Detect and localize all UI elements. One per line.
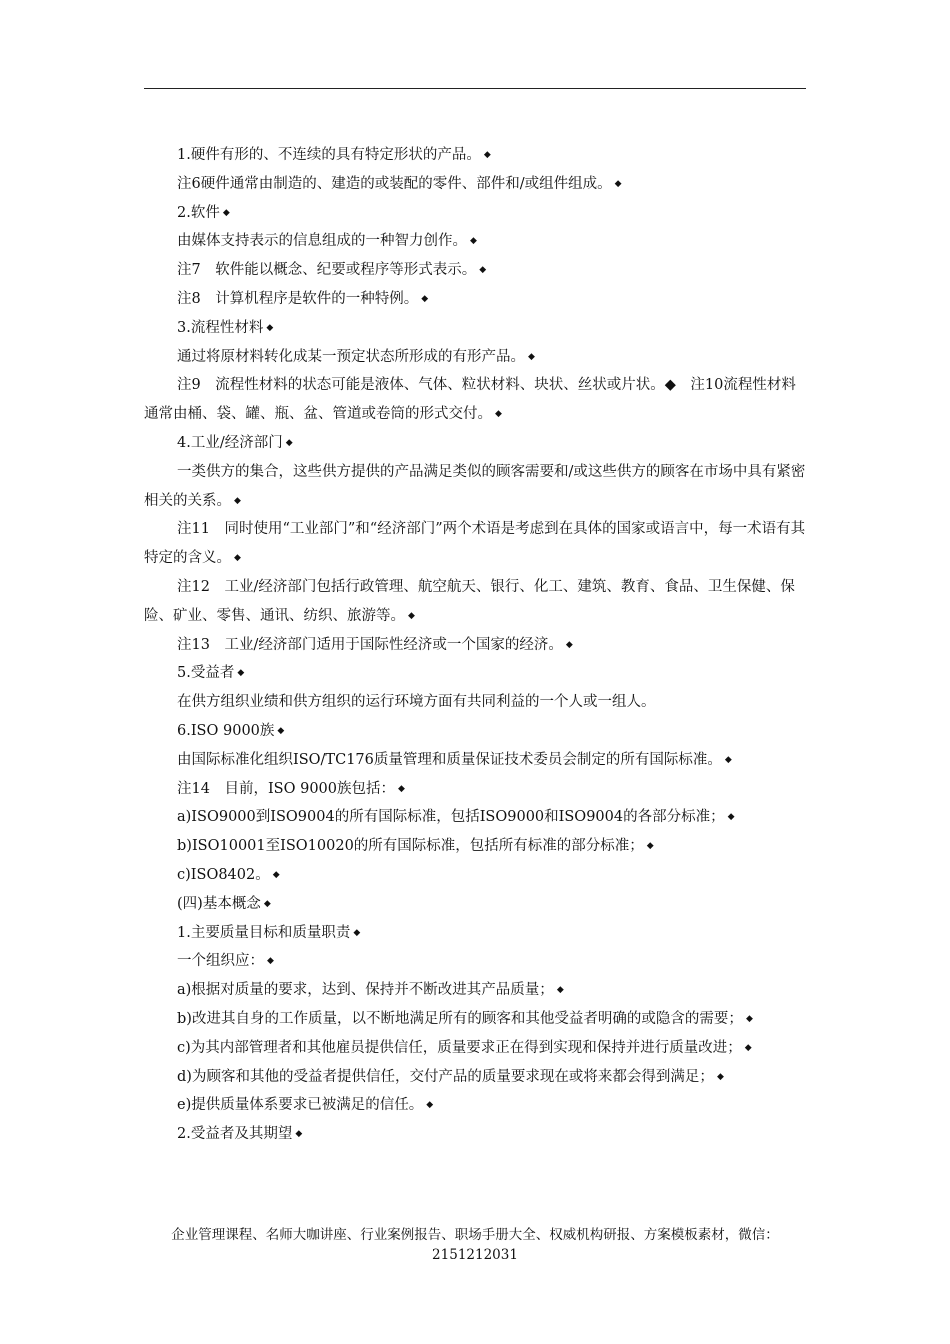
paragraph (144, 1120, 806, 1149)
paragraph (144, 890, 806, 919)
paragraph-mark-icon: ◆ (646, 841, 654, 852)
footer-line-2: 2151212031 (432, 1247, 518, 1263)
paragraph-mark-icon: ◆ (267, 956, 274, 967)
paragraph-text: 通过将原材料转化成某一预定状态所形成的有形产品。 (177, 348, 525, 365)
paragraph (144, 631, 806, 660)
paragraph-mark-icon: ◆ (614, 178, 622, 189)
paragraph (144, 170, 806, 199)
paragraph-mark-icon: ◆ (426, 1100, 434, 1111)
paragraph (144, 659, 806, 688)
paragraph-mark-icon: ◆ (263, 898, 271, 909)
paragraph-mark-icon: ◆ (744, 1042, 752, 1053)
paragraph-text: b)改进其自身的工作质量，以不断地满足所有的顾客和其他受益者明确的或隐含的需要； (177, 1010, 743, 1027)
paragraph (144, 1034, 806, 1063)
paragraph-mark-icon: ◆ (353, 927, 361, 938)
paragraph-mark-icon: ◆ (470, 236, 477, 247)
paragraph (144, 832, 806, 861)
paragraph (144, 285, 806, 314)
paragraph (144, 573, 806, 631)
header-rule (144, 88, 806, 89)
paragraph (144, 515, 806, 573)
paragraph (144, 343, 806, 372)
paragraph-mark-icon: ◆ (222, 207, 230, 218)
paragraph (144, 947, 806, 976)
page-footer (130, 1225, 820, 1265)
paragraph-text: c)为其内部管理者和其他雇员提供信任，质量要求正在得到实现和保持并进行质量改进； (177, 1039, 742, 1056)
paragraph-mark-icon: ◆ (237, 668, 245, 679)
paragraph-mark-icon: ◆ (295, 1129, 303, 1140)
paragraph (144, 199, 806, 228)
paragraph-mark-icon: ◆ (724, 754, 732, 765)
paragraph-mark-icon: ◆ (234, 495, 241, 506)
paragraph-mark-icon: ◆ (421, 293, 429, 304)
paragraph-text: 由国际标准化组织ISO/TC176质量管理和质量保证技术委员会制定的所有国际标准。 (177, 751, 722, 768)
paragraph (144, 746, 806, 775)
paragraph (144, 775, 806, 804)
paragraph (144, 919, 806, 948)
paragraph-mark-icon: ◆ (234, 553, 241, 564)
paragraph (144, 688, 806, 717)
paragraph-mark-icon: ◆ (745, 1013, 753, 1024)
document-body (144, 141, 806, 1149)
paragraph-mark-icon: ◆ (528, 351, 535, 362)
paragraph-text: 注9 流程性材料的状态可能是液体、气体、粒状材料、块状、丝状或片状。◆ 注10流程性材料通常由桶、袋、罐、瓶、盆、管道或卷筒的形式交付。 (144, 377, 796, 423)
paragraph (144, 803, 806, 832)
paragraph-mark-icon: ◆ (285, 437, 293, 448)
paragraph (144, 314, 806, 343)
paragraph-text: 注13 工业/经济部门适用于国际性经济或一个国家的经济。 (177, 636, 563, 653)
paragraph-mark-icon: ◆ (483, 150, 491, 160)
paragraph-mark-icon: ◆ (272, 869, 280, 880)
paragraph (144, 861, 806, 890)
paragraph-text: a)根据对质量的要求，达到、保持并不断改进其产品质量； (177, 982, 554, 999)
paragraph-text: 在供方组织业绩和供方组织的运行环境方面有共同利益的一个人或一组人。 (177, 694, 656, 711)
paragraph-text: a)ISO9000到ISO9004的所有国际标准，包括ISO9000和ISO9004的各部分标准； (177, 809, 725, 826)
paragraph-mark-icon: ◆ (727, 812, 735, 823)
paragraph (144, 1005, 806, 1034)
paragraph (144, 429, 806, 458)
paragraph-mark-icon: ◆ (277, 725, 285, 736)
paragraph-text: 3.流程性材料 (177, 319, 264, 336)
paragraph (144, 976, 806, 1005)
paragraph-text: 注14 目前，ISO 9000族包括： (177, 780, 396, 797)
paragraph (144, 141, 806, 170)
paragraph (144, 256, 806, 285)
paragraph-text: 一类供方的集合，这些供方提供的产品满足类似的顾客需要和/或这些供方的顾客在市场中具有紧密相关的关系。 (144, 463, 806, 509)
paragraph-text: 注6硬件通常由制造的、建造的或装配的零件、部件和/或组件组成。 (177, 175, 612, 192)
paragraph-text: 1.硬件有形的、不连续的具有特定形状的产品。 (177, 147, 481, 163)
paragraph-text: 6.ISO 9000族 (177, 722, 275, 739)
paragraph-text: 一个组织应： (177, 953, 264, 970)
paragraph-text: 注8 计算机程序是软件的一种特例。 (177, 290, 419, 307)
paragraph-mark-icon: ◆ (408, 610, 415, 621)
paragraph (144, 371, 806, 429)
paragraph (144, 1091, 806, 1120)
paragraph-mark-icon: ◆ (479, 265, 487, 276)
paragraph (144, 717, 806, 746)
paragraph-text: 注11 同时使用“工业部门”和“经济部门”两个术语是考虑到在具体的国家或语言中，每一术语有其特定的含义。 (144, 521, 806, 567)
paragraph (144, 458, 806, 516)
paragraph-text: c)ISO8402。 (177, 866, 270, 883)
paragraph-text: 2.软件 (177, 204, 220, 221)
paragraph-mark-icon: ◆ (716, 1071, 724, 1082)
paragraph-text: 由媒体支持表示的信息组成的一种智力创作。 (177, 233, 467, 250)
paragraph (144, 227, 806, 256)
paragraph-text: 5.受益者 (177, 665, 235, 682)
paragraph-text: (四)基本概念 (177, 895, 261, 912)
paragraph-mark-icon: ◆ (495, 409, 502, 420)
paragraph-text: 2.受益者及其期望 (177, 1126, 293, 1143)
footer-line-1: 企业管理课程、名师大咖讲座、行业案例报告、职场手册大全、权威机构研报、方案模板素材，微信： (171, 1227, 779, 1243)
paragraph-mark-icon: ◆ (565, 639, 573, 650)
paragraph (144, 1063, 806, 1092)
paragraph-mark-icon: ◆ (398, 783, 405, 794)
paragraph-text: b)ISO10001至ISO10020的所有国际标准，包括所有标准的部分标准； (177, 838, 644, 855)
paragraph-text: 1.主要质量目标和质量职责 (177, 924, 351, 941)
paragraph-text: d)为顾客和其他的受益者提供信任，交付产品的质量要求现在或将来都会得到满足； (177, 1068, 714, 1085)
paragraph-text: e)提供质量体系要求已被满足的信任。 (177, 1097, 424, 1114)
paragraph-text: 注7 软件能以概念、纪要或程序等形式表示。 (177, 262, 477, 279)
paragraph-text: 注12 工业/经济部门包括行政管理、航空航天、银行、化工、建筑、教育、食品、卫生保健、保险、矿业、零售、通讯、纺织、旅游等。 (144, 578, 795, 624)
paragraph-mark-icon: ◆ (556, 985, 564, 996)
paragraph-text: 4.工业/经济部门 (177, 434, 283, 451)
paragraph-mark-icon: ◆ (266, 322, 274, 333)
